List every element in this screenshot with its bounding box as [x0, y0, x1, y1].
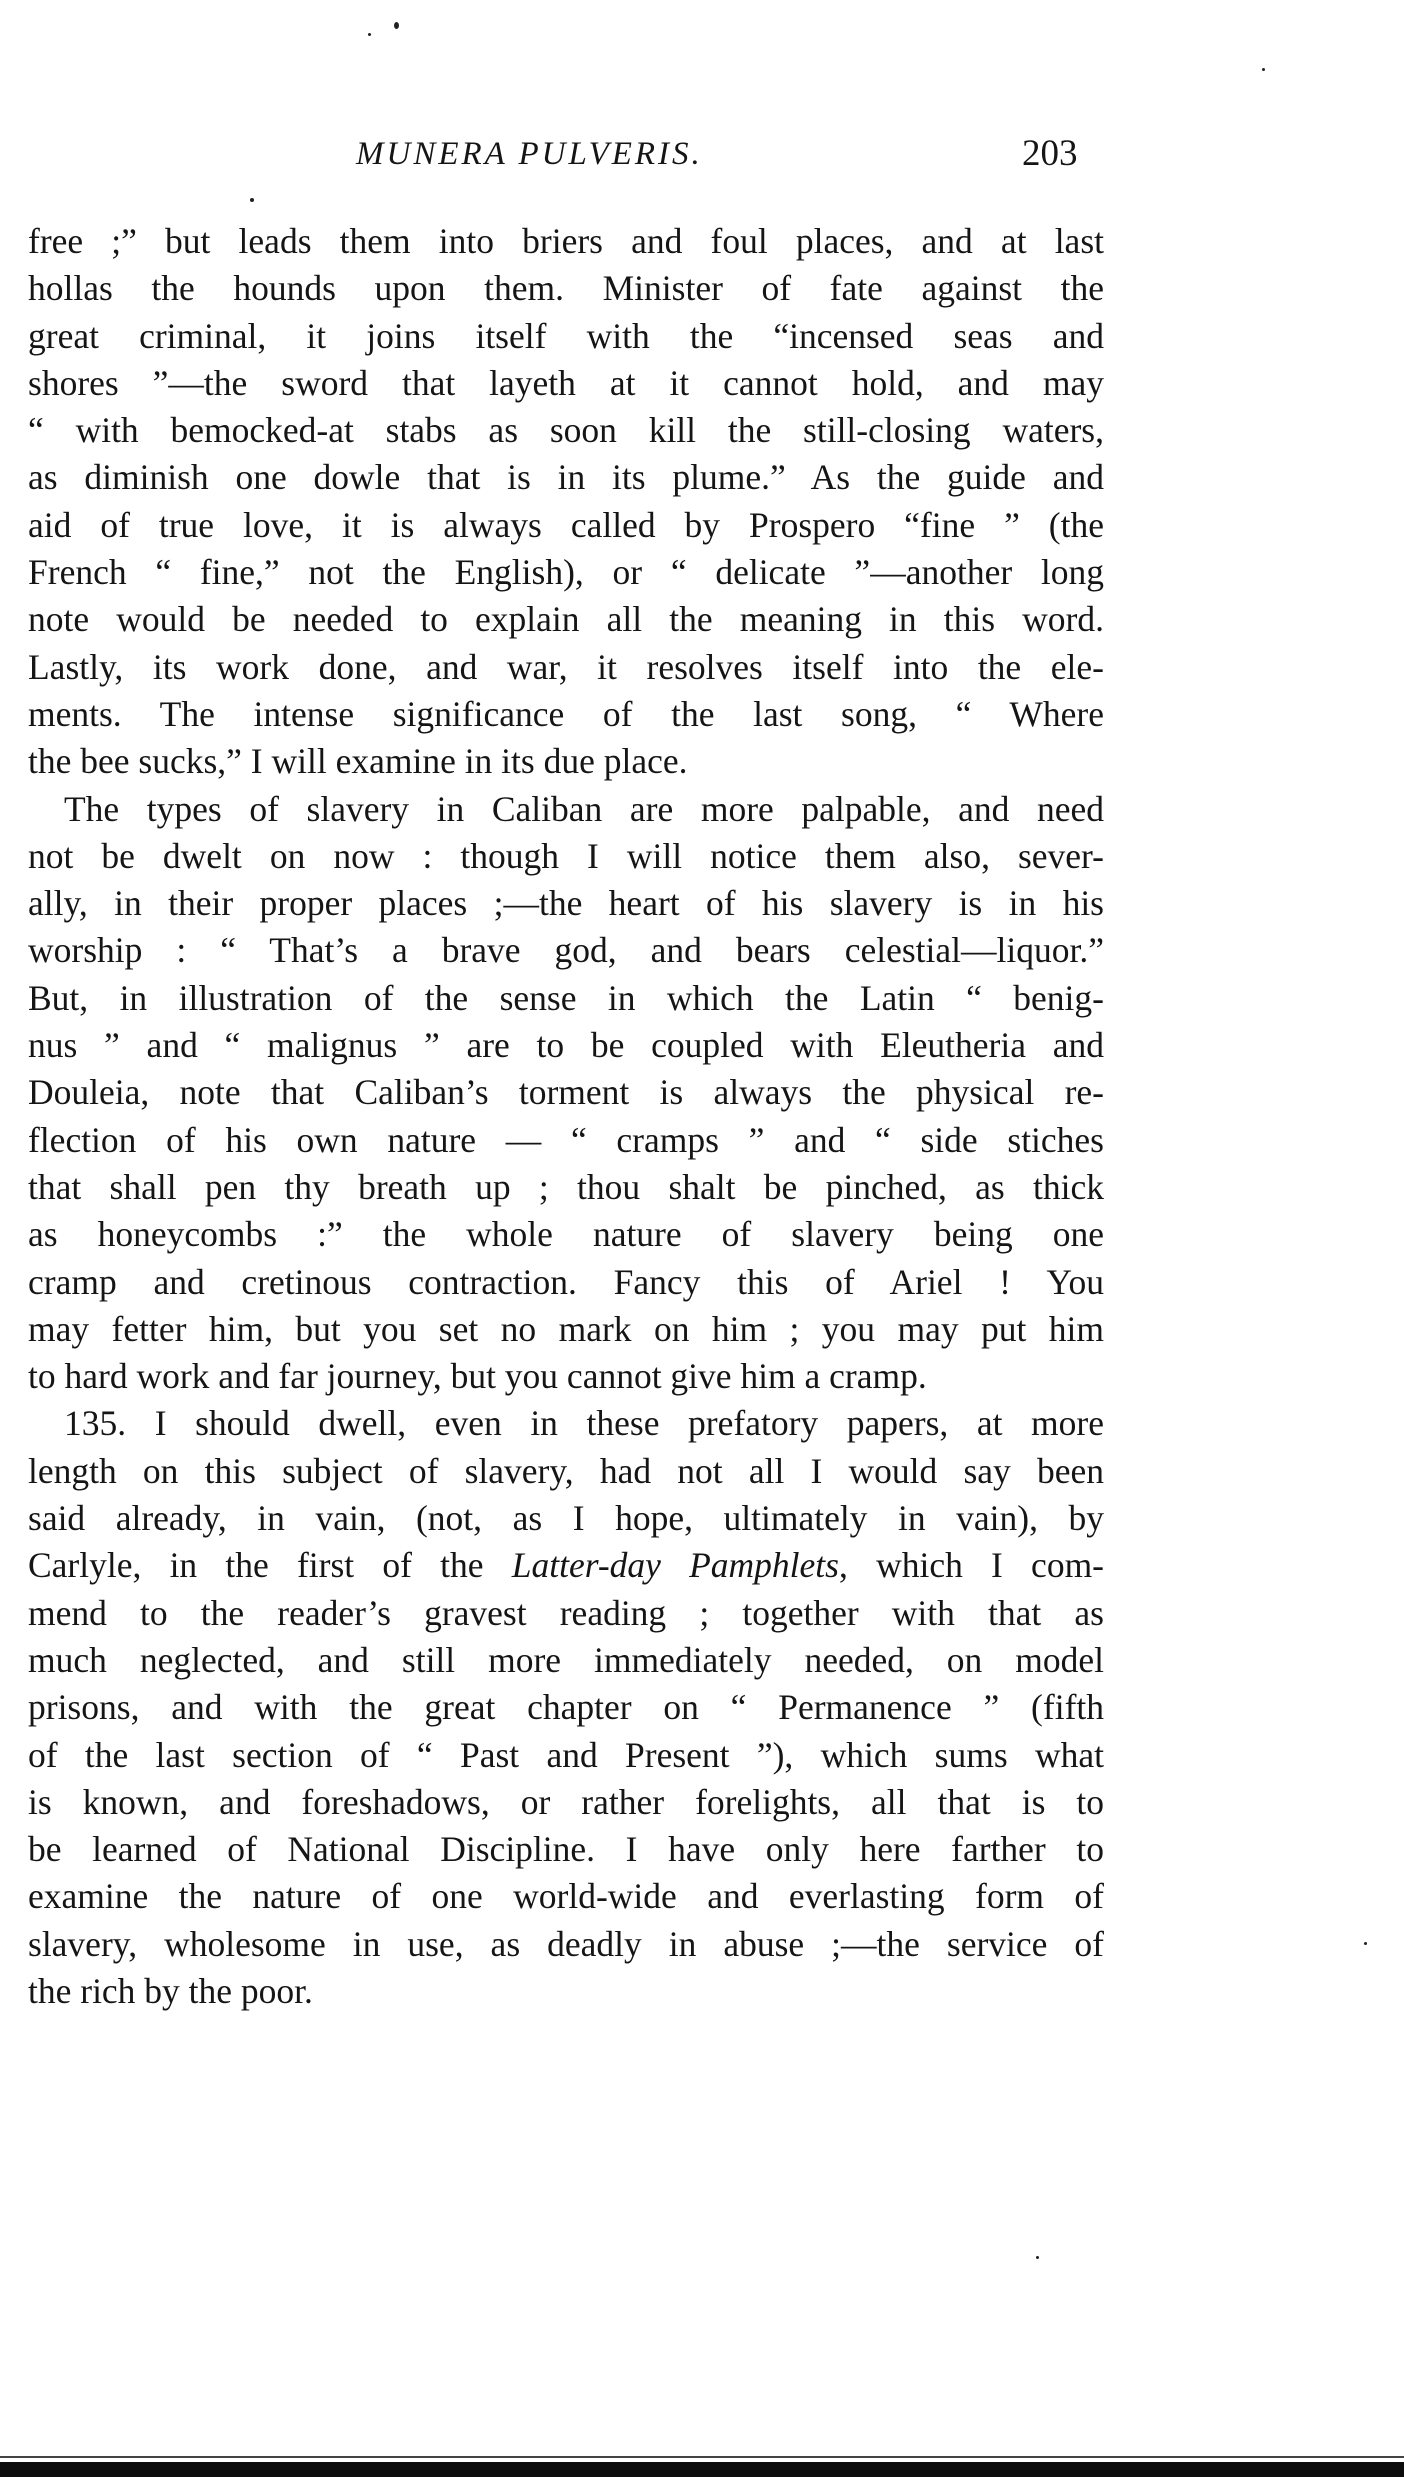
text-line: worship : “ That’s a brave god, and bears celestial—liquor.”	[28, 930, 1104, 971]
text-line: Lastly, its work done, and war, it resolves itself into the ele-	[28, 646, 1104, 687]
text-line: But, in illustration of the sense in which the Latin “ benig-	[28, 977, 1104, 1018]
ink-speck	[1262, 68, 1265, 71]
ink-speck	[1364, 1942, 1367, 1945]
text-line: slavery, wholesome in use, as deadly in abuse ;—the service of	[28, 1923, 1104, 1964]
text-line: “ with bemocked-at stabs as soon kill the still-closing waters,	[28, 410, 1104, 451]
text-line: length on this subject of slavery, had not all I would say been	[28, 1450, 1104, 1491]
text-line: be learned of National Discipline. I have only here farther to	[28, 1829, 1104, 1870]
text-line: The types of slavery in Caliban are more palpable, and need	[64, 788, 1104, 829]
text-line: French “ fine,” not the English), or “ delicate ”—another long	[28, 552, 1104, 593]
text-line: aid of true love, it is always called by Prospero “fine ” (the	[28, 504, 1104, 545]
text-line: 135. I should dwell, even in these prefatory papers, at more	[64, 1403, 1104, 1444]
book-title-italic: Latter-day Pamphlets	[511, 1545, 839, 1586]
text-line: mend to the reader’s gravest reading ; together with that as	[28, 1592, 1104, 1633]
text-line: cramp and cretinous contraction. Fancy this of Ariel ! You	[28, 1261, 1104, 1302]
text-line: the bee sucks,” I will examine in its due place.	[28, 741, 688, 782]
page-bottom-edge	[0, 2462, 1404, 2477]
text-line: as diminish one dowle that is in its plume.” As the guide and	[28, 457, 1104, 498]
text-line: examine the nature of one world-wide and everlasting form of	[28, 1876, 1104, 1917]
text-line: Carlyle, in the first of the Latter-day Pamphlets, which I com-	[28, 1545, 1104, 1586]
text-line: may fetter him, but you set no mark on him ; you may put him	[28, 1308, 1104, 1349]
body-text	[28, 218, 1104, 2015]
ink-speck	[1036, 2256, 1039, 2259]
text-line: much neglected, and still more immediately needed, on model	[28, 1639, 1104, 1680]
text-line: not be dwelt on now : though I will notice them also, sever-	[28, 835, 1104, 876]
text-line: Douleia, note that Caliban’s torment is always the physical re-	[28, 1072, 1104, 1113]
page-bottom-edge-line	[0, 2456, 1404, 2458]
text-line: shores ”—the sword that layeth at it cannot hold, and may	[28, 362, 1104, 403]
text-line: said already, in vain, (not, as I hope, ultimately in vain), by	[28, 1498, 1104, 1539]
text-line: to hard work and far journey, but you cannot give him a cramp.	[28, 1356, 927, 1397]
text-line: note would be needed to explain all the meaning in this word.	[28, 599, 1104, 640]
page-number: 203	[1022, 133, 1078, 174]
text-line: as honeycombs :” the whole nature of slavery being one	[28, 1214, 1104, 1255]
running-head-title: MUNERA PULVERIS.	[356, 136, 703, 172]
text-line: the rich by the poor.	[28, 1970, 313, 2011]
text-line: of the last section of “ Past and Present ”), which sums what	[28, 1734, 1104, 1775]
text-line: great criminal, it joins itself with the “incensed seas and	[28, 315, 1104, 356]
text-line: that shall pen thy breath up ; thou shalt be pinched, as thick	[28, 1166, 1104, 1207]
text-line: ments. The intense significance of the last song, “ Where	[28, 693, 1104, 734]
text-line: is known, and foreshadows, or rather forelights, all that is to	[28, 1781, 1104, 1822]
text-line: flection of his own nature — “ cramps ” and “ side stiches	[28, 1119, 1104, 1160]
text-line: prisons, and with the great chapter on “ Permanence ” (fifth	[28, 1687, 1104, 1728]
text-line: free ;” but leads them into briers and foul places, and at last	[28, 221, 1104, 261]
text-line: nus ” and “ malignus ” are to be coupled with Eleutheria and	[28, 1025, 1104, 1066]
ink-speck	[250, 198, 254, 202]
text-line: hollas the hounds upon them. Minister of fate against the	[28, 268, 1104, 309]
ink-speck	[368, 33, 371, 36]
ink-speck	[394, 22, 399, 29]
text-line: ally, in their proper places ;—the heart of his slavery is in his	[28, 883, 1104, 924]
